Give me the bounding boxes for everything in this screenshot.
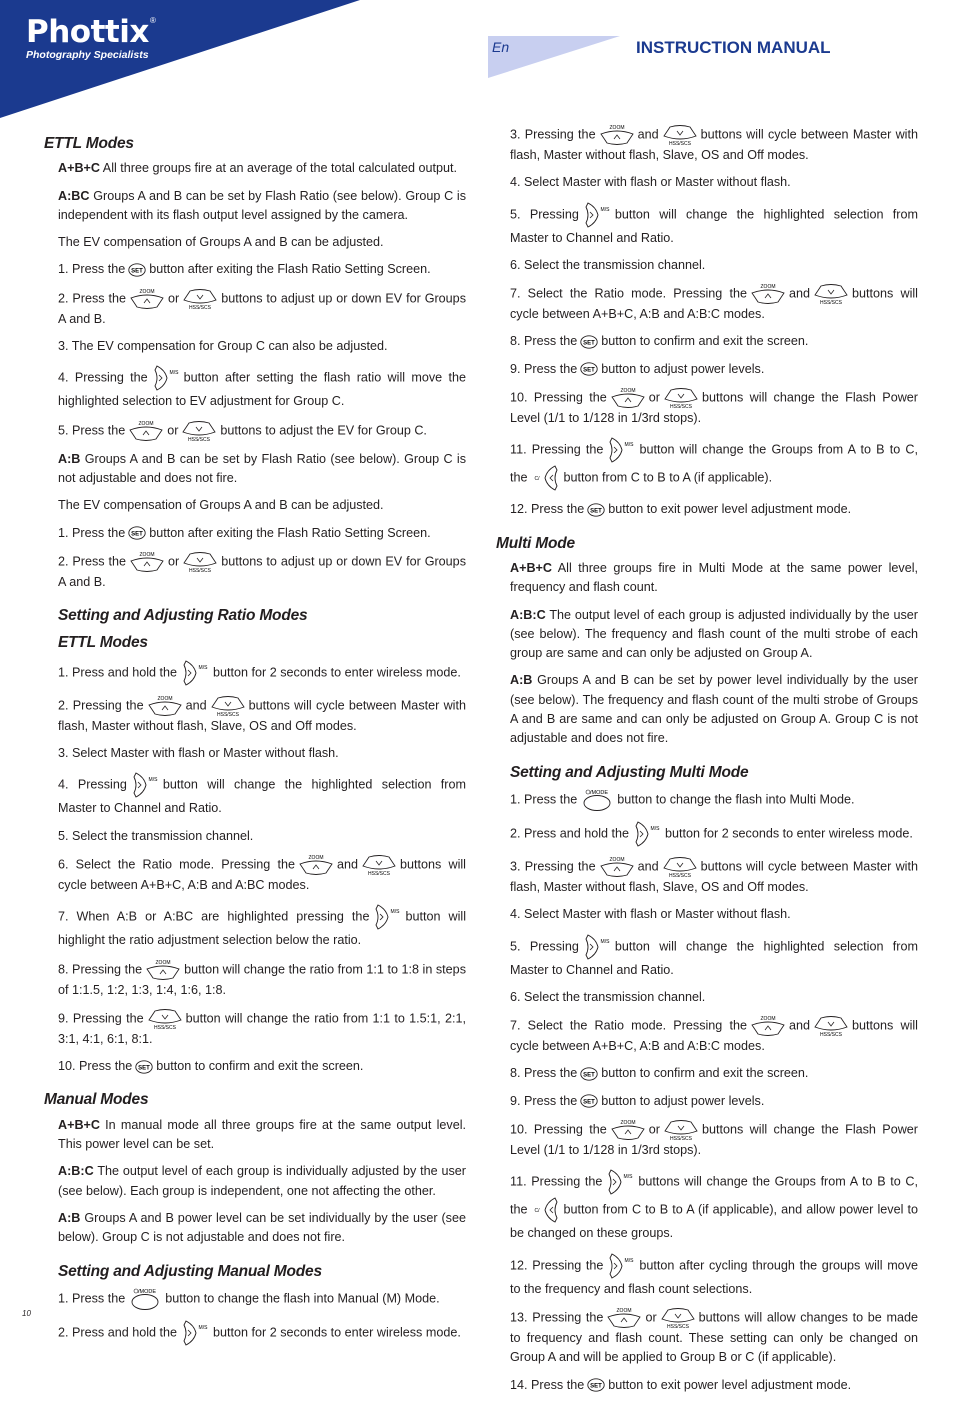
svg-text:HSS/SCS: HSS/SCS (670, 404, 692, 410)
svg-text:HSS/SCS: HSS/SCS (668, 141, 691, 146)
svg-text:ZOOM: ZOOM (155, 959, 171, 966)
svg-text:ZOOM: ZOOM (139, 288, 155, 295)
set-button-icon (135, 1060, 153, 1074)
paragraph: A:B Groups A and B power level can be set individually by the user (see below). Group C is not adjustable and does not fire. (58, 1210, 466, 1245)
paragraph: The EV compensation of Groups A and B can be adjusted. (58, 498, 384, 513)
page-number: 10 (22, 1309, 31, 1318)
zoom-up-button-icon (129, 288, 165, 310)
channel-left-button-icon (531, 464, 561, 492)
set-button-icon (128, 526, 146, 540)
step: 4. Pressing the M/S button after setting the flash ratio will move the highlighted selection to EV adjustment for Group C. (58, 364, 466, 411)
svg-text:HSS/SCS: HSS/SCS (666, 1323, 689, 1329)
registered-mark: ® (150, 16, 156, 25)
step: 1. Press the SET button after exiting the Flash Ratio Setting Screen. (58, 525, 431, 540)
svg-text:SET: SET (131, 268, 144, 275)
svg-text:M/S: M/S (169, 370, 179, 377)
section-heading: ETTL Modes (44, 135, 134, 152)
step: 10. Pressing the ZOOM or HSS/SCS buttons will change the Flash Power Level (1/1 to 1/128 in 1/3rd stops). (510, 1120, 918, 1158)
section-heading: Setting and Adjusting Multi Mode (510, 763, 749, 781)
svg-text:M/S: M/S (623, 1174, 633, 1181)
step: 1. Press and hold the M/S button for 2 seconds to enter wireless mode. (58, 659, 466, 687)
zoom-up-button-icon (147, 695, 183, 717)
hss-down-button-icon (147, 1008, 183, 1030)
step: 3. The EV compensation for Group C can also be adjusted. (58, 339, 388, 354)
svg-text:HSS/SCS: HSS/SCS (188, 436, 211, 442)
ms-right-button-icon (582, 201, 612, 229)
paragraph: A:BC Groups A and B can be set by Flash Ratio (see below). Group C is independent with its flash output level assigned by the camera. (58, 188, 466, 222)
set-button-icon (587, 1378, 605, 1392)
zoom-up-button-icon (145, 959, 181, 981)
svg-text:HSS/SCS: HSS/SCS (820, 300, 842, 306)
step: 12. Pressing the M/S button after cycling through the groups will move to the frequency and flash count selections. (510, 1252, 918, 1299)
svg-text:SET: SET (583, 367, 596, 374)
set-button-icon (587, 503, 605, 517)
step: 11. Pressing the M/S buttons will change the Groups from A to B to C, the C/ button from C to B to A (if applicable), and allow power level to be changed on these groups. (510, 1168, 918, 1243)
step: 7. When A:B or A:BC are highlighted pressing the M/S button will highlight the ratio adjustment selection below the ratio. (58, 903, 466, 950)
step: 2. Pressing the ZOOM and HSS/SCS buttons will cycle between Master with flash, Master without flash, Slave, OS and Off modes. (58, 695, 466, 733)
svg-text:HSS/SCS: HSS/SCS (368, 870, 390, 876)
svg-text:HSS/SCS: HSS/SCS (820, 1032, 842, 1038)
step: 5. Select the transmission channel. (58, 828, 254, 843)
step: 4. Pressing M/S button will change the highlighted selection from Master to Channel and Ratio. (58, 771, 466, 818)
zoom-up-button-icon (610, 387, 646, 409)
svg-text:M/S: M/S (198, 1324, 208, 1331)
language-label: En (492, 39, 510, 55)
ms-right-button-icon (606, 436, 636, 464)
svg-text:M/S: M/S (624, 442, 634, 449)
step: 1. Press the SET button after exiting the Flash Ratio Setting Screen. (58, 262, 431, 277)
zoom-up-button-icon (128, 420, 164, 442)
zoom-up-button-icon (129, 551, 165, 573)
svg-text:ZOOM: ZOOM (609, 125, 625, 131)
svg-text:SET: SET (590, 508, 603, 515)
svg-text:ZOOM: ZOOM (620, 1120, 636, 1127)
paragraph: A+B+C All three groups fire in Multi Mode at the same power level, frequency and flash count. (510, 560, 918, 595)
zoom-up-button-icon (606, 1307, 642, 1329)
hss-down-button-icon (813, 1015, 849, 1037)
svg-text:M/S: M/S (600, 938, 610, 945)
step: 6. Select the transmission channel. (510, 257, 706, 272)
svg-text:HSS/SCS: HSS/SCS (189, 304, 212, 310)
svg-text:M/S: M/S (148, 777, 158, 784)
brand-tagline: Photography Specialists (26, 49, 149, 61)
ms-right-button-icon (632, 820, 662, 848)
step: 5. Pressing M/S button will change the highlighted selection from Master to Channel and Ratio. (510, 933, 918, 980)
step: 3. Select Master with flash or Master without flash. (58, 746, 339, 761)
step: 14. Press the SET button to exit power level adjustment mode. (510, 1377, 852, 1392)
hss-down-button-icon (182, 288, 218, 310)
set-button-icon (580, 335, 598, 349)
set-button-icon (580, 1067, 598, 1081)
step: 10. Press the SET button to confirm and exit the screen. (58, 1059, 364, 1074)
svg-text:ZOOM: ZOOM (609, 856, 625, 863)
step: 2. Press and hold the M/S button for 2 seconds to enter wireless mode. (58, 1319, 466, 1347)
zoom-up-button-icon (599, 124, 635, 146)
svg-text:ZOOM: ZOOM (157, 695, 173, 702)
set-button-icon (580, 362, 598, 376)
zoom-up-button-icon (610, 1119, 646, 1141)
ms-right-button-icon (605, 1168, 635, 1196)
manual-title: INSTRUCTION MANUAL (636, 38, 831, 57)
section-heading: Setting and Adjusting Manual Modes (58, 1262, 322, 1280)
step: 2. Press the ZOOM or HSS/SCS buttons to adjust up or down EV for Groups A and B. (58, 288, 466, 326)
svg-text:ZOOM: ZOOM (138, 420, 154, 427)
step: 3. Pressing the ZOOM and HSS/SCS buttons will cycle between Master with flash, Master without flash, Slave, OS and Off modes. (510, 856, 918, 894)
svg-text:ZOOM: ZOOM (760, 1016, 776, 1023)
step: 11. Pressing the M/S button will change the Groups from A to B to C, the C/ button from C to B to A (if applicable). (510, 436, 918, 492)
section-heading: ETTL Modes (58, 634, 148, 652)
hss-down-button-icon (662, 856, 698, 878)
section-heading: Manual Modes (44, 1091, 149, 1109)
step: 5. Press the ZOOM or HSS/SCS buttons to adjust the EV for Group C. (58, 420, 427, 442)
step: 13. Pressing the ZOOM or HSS/SCS buttons will allow changes to be made to frequency and flash count. These setting can only be changed on Group A and will be applied to Group B or C (if applicable). (510, 1307, 919, 1365)
zoom-up-button-icon (599, 856, 635, 878)
channel-left-button-icon (531, 1196, 561, 1224)
step: 4. Select Master with flash or Master without flash. (510, 175, 791, 190)
paragraph: A:B Groups A and B can be set by power level individually by the user (see below). The frequency and flash count of the multi strobe of Groups A and B are same and can only be adjusted on Group A. Group C is not adjustable and does not fire. (510, 673, 918, 746)
step: 8. Pressing the ZOOM button will change the ratio from 1:1 to 1:8 in steps of 1:1.5, 1:2, 1:3, 1:4, 1:6, 1:8. (58, 959, 466, 997)
hss-down-button-icon (181, 420, 217, 442)
svg-text:SET: SET (583, 1072, 596, 1079)
svg-text:ZOOM: ZOOM (139, 551, 155, 558)
step: 6. Select the Ratio mode. Pressing the ZOOM and HSS/SCS buttons will cycle between A+B+C, A:B and A:BC modes. (58, 854, 466, 892)
set-button-icon (128, 263, 146, 277)
paragraph: A+B+C In manual mode all three groups fire at the same output level. This power level can be set. (58, 1117, 466, 1152)
ms-right-button-icon (582, 933, 612, 961)
hss-down-button-icon (663, 1119, 699, 1141)
svg-text:C/: C/ (534, 1208, 540, 1215)
svg-text:M/S: M/S (391, 909, 400, 916)
zoom-up-button-icon (750, 1015, 786, 1037)
svg-text:SET: SET (138, 1065, 151, 1072)
step: 2. Press and hold the M/S button for 2 seconds to enter wireless mode. (510, 820, 918, 848)
step: 12. Press the SET button to exit power level adjustment mode. (510, 502, 852, 517)
hss-down-button-icon (662, 124, 698, 146)
section-heading: Setting and Adjusting Ratio Modes (58, 607, 308, 625)
step: 8. Press the SET button to confirm and exit the screen. (510, 334, 809, 349)
svg-text:M/S: M/S (624, 1257, 634, 1264)
mode-button-icon (580, 788, 614, 812)
svg-text:ZOOM: ZOOM (760, 284, 776, 291)
right-column (496, 124, 919, 1403)
ms-right-button-icon (151, 364, 181, 392)
step: 2. Press the ZOOM or HSS/SCS buttons to adjust up or down EV for Groups A and B. (58, 551, 466, 589)
hss-down-button-icon (660, 1307, 696, 1329)
step: 6. Select the transmission channel. (510, 989, 706, 1004)
svg-text:SET: SET (583, 340, 596, 347)
left-column (44, 124, 466, 1355)
step: 7. Select the Ratio mode. Pressing the ZOOM and HSS/SCS buttons will cycle between A+B+C, A:B and A:B:C modes. (510, 1016, 918, 1054)
svg-text:SET: SET (583, 1099, 596, 1106)
svg-text:M/S: M/S (650, 825, 660, 832)
svg-text:SET: SET (131, 531, 144, 538)
svg-text:HSS/SCS: HSS/SCS (668, 872, 691, 878)
ms-right-button-icon (180, 659, 210, 687)
paragraph: A:B:C The output level of each group is adjusted individually by the user (see below). The frequency and flash count of the multi strobe of each group are same and can only be adjusted on Group A. (510, 607, 918, 661)
section-heading: Multi Mode (496, 534, 575, 552)
ms-right-button-icon (606, 1252, 636, 1280)
svg-text:HSS/SCS: HSS/SCS (153, 1024, 176, 1030)
step: 1. Press the /MODE button to change the flash into Multi Mode. (510, 788, 918, 812)
brand-logo: Phottix (26, 14, 149, 50)
ms-right-button-icon (180, 1319, 210, 1347)
hss-down-button-icon (813, 283, 849, 305)
hss-down-button-icon (361, 854, 397, 876)
svg-text:/MODE: /MODE (590, 789, 609, 796)
svg-text:M/S: M/S (600, 206, 610, 213)
svg-text:SET: SET (590, 1383, 603, 1390)
paragraph: A:B Groups A and B can be set by Flash Ratio (see below). Group C is not adjustable and does not fire. (58, 451, 466, 485)
ms-right-button-icon (372, 903, 402, 931)
svg-text:HSS/SCS: HSS/SCS (216, 711, 239, 717)
step: 1. Press the /MODE button to change the flash into Manual (M) Mode. (58, 1287, 466, 1311)
svg-text:HSS/SCS: HSS/SCS (189, 567, 212, 573)
step: 9. Pressing the HSS/SCS button will change the ratio from 1:1 to 1.5:1, 2:1, 3:1, 4:1, 6:1, 8:1. (58, 1008, 466, 1049)
step: 10. Pressing the ZOOM or HSS/SCS buttons will change the Flash Power Level (1/1 to 1/128 in 1/3rd stops). (510, 388, 918, 426)
step: 9. Press the SET button to adjust power levels. (510, 361, 765, 376)
set-button-icon (580, 1094, 598, 1108)
zoom-up-button-icon (298, 854, 334, 876)
mode-button-icon (128, 1287, 162, 1311)
svg-text:C/: C/ (534, 476, 540, 483)
hss-down-button-icon (210, 695, 246, 717)
svg-text:HSS/SCS: HSS/SCS (670, 1136, 692, 1142)
step: 9. Press the SET button to adjust power levels. (510, 1093, 765, 1108)
svg-text:ZOOM: ZOOM (620, 388, 636, 395)
ms-right-button-icon (130, 771, 160, 799)
zoom-up-button-icon (750, 283, 786, 305)
svg-text:M/S: M/S (198, 664, 208, 671)
svg-text:ZOOM: ZOOM (616, 1307, 632, 1314)
step: 3. Pressing the ZOOM and HSS/SCS buttons will cycle between Master with flash, Master without flash, Slave, OS and Off modes. (510, 125, 918, 162)
paragraph: The EV compensation of Groups A and B can be adjusted. (58, 235, 384, 250)
hss-down-button-icon (663, 387, 699, 409)
step: 5. Pressing M/S button will change the highlighted selection from Master to Channel and Ratio. (510, 201, 918, 248)
hss-down-button-icon (182, 551, 218, 573)
step: 8. Press the SET button to confirm and exit the screen. (510, 1066, 809, 1081)
step: 7. Select the Ratio mode. Pressing the ZOOM and HSS/SCS buttons will cycle between A+B+C, A:B and A:B:C modes. (510, 284, 918, 322)
svg-text:/MODE: /MODE (138, 1288, 157, 1295)
paragraph: A:B:C The output level of each group is individually adjusted by the user (see below). Each group is independent, one not affecting the other. (58, 1164, 466, 1198)
svg-text:ZOOM: ZOOM (308, 854, 324, 861)
paragraph: A+B+C All three groups fire at an average of the total calculated output. (58, 161, 458, 176)
step: 4. Select Master with flash or Master without flash. (510, 907, 791, 922)
